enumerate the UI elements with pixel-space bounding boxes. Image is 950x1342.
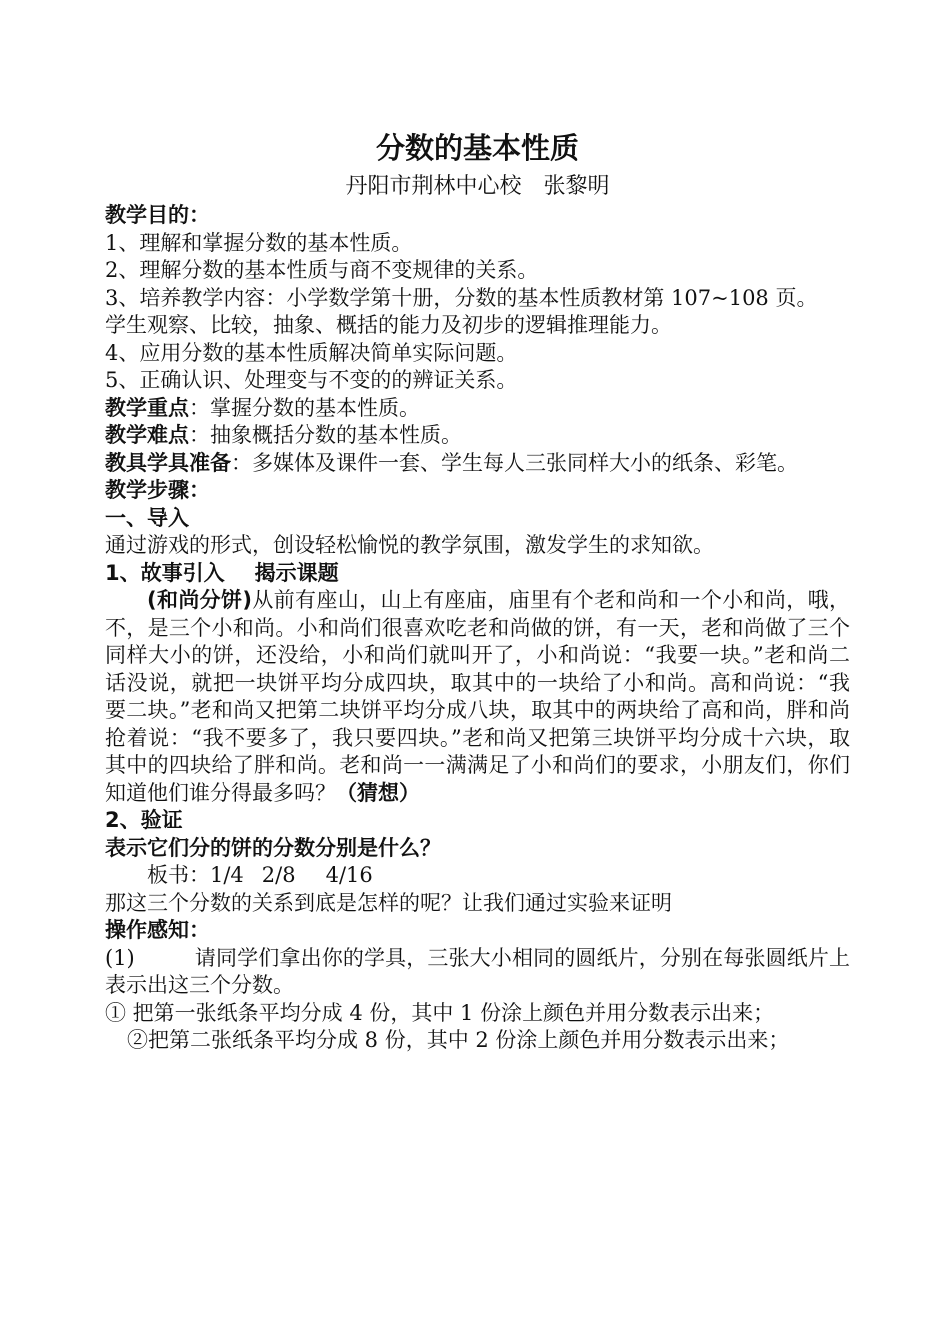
key-point <box>105 395 850 423</box>
operation-1-text: 请同学们拿出你的学具，三张大小相同的圆纸片，分别在每张圆纸片上表示出这三个分数。 <box>105 945 850 997</box>
board-fraction-3: 4/16 <box>325 863 373 887</box>
story-paragraph <box>105 587 850 807</box>
difficulty <box>105 422 850 450</box>
key-point-text: ：掌握分数的基本性质。 <box>189 395 420 420</box>
goal-3-continued: 学生观察、比较，抽象、概括的能力及初步的逻辑推理能力。 <box>105 313 672 337</box>
verify-heading: 2、验证 <box>105 808 183 832</box>
board-line <box>105 862 850 890</box>
story-label: (和尚分饼) <box>147 588 252 612</box>
materials-text: ：多媒体及课件一套、学生每人三张同样大小的纸条、彩笔。 <box>231 450 798 475</box>
goal-2: 2、理解分数的基本性质与商不变规律的关系。 <box>105 258 539 282</box>
operation-1 <box>105 945 850 1000</box>
goal-3: 3、培养教学内容：小学数学第十册，分数的基本性质教材第 107~108 页。 <box>105 285 818 310</box>
story-text: 从前有座山，山上有座庙，庙里有个老和尚和一个小和尚，哦，不，是三个小和尚。小和尚们很喜欢吃老和尚做的饼，有一天，老和尚做了三个同样大小的饼，还没给，小和尚们就叫开了，小和尚说：“我要一块。”老和尚二话没说，就把一块饼平均分成四块，取其中的一块给了小和尚。高和尚说：“我要二块。”老和尚又把第二块饼平均分成八块，取其中的两块给了高和尚，胖和尚抢着说：“我不要多了，我只要四块。”老和尚又把第三块饼平均分成十六块，取其中的四块给了胖和尚。老和尚一一满满足了小和尚们的要求，小朋友们，你们知道他们谁分得最多吗？ <box>105 588 850 805</box>
section-1-text: 通过游戏的形式，创设轻松愉悦的教学氛围，激发学生的求知欲。 <box>105 533 714 557</box>
materials <box>105 450 850 478</box>
document-title: 分数的基本性质 <box>375 131 579 165</box>
verify-text: 那这三个分数的关系到底是怎样的呢？让我们通过实验来证明 <box>105 890 672 915</box>
operation-a: ① 把第一张纸条平均分成 4 份，其中 1 份涂上颜色并用分数表示出来； <box>105 1000 775 1025</box>
materials-label: 教具学具准备 <box>105 450 231 475</box>
story-heading-b: 揭示课题 <box>254 560 339 585</box>
operation-1-number: (1) <box>105 945 135 970</box>
operate-heading: 操作感知： <box>105 918 210 942</box>
board-fraction-1: 1/4 <box>210 863 244 887</box>
difficulty-label: 教学难点 <box>105 423 189 447</box>
goals-heading: 教学目的： <box>105 203 210 227</box>
author-line: 丹阳市荆林中心校 张黎明 <box>345 174 610 199</box>
document-body <box>105 128 850 1055</box>
story-heading <box>105 560 850 588</box>
goal-4: 4、应用分数的基本性质解决简单实际问题。 <box>105 340 518 365</box>
difficulty-text: ：抽象概括分数的基本性质。 <box>189 423 462 447</box>
goal-1: 1、理解和掌握分数的基本性质。 <box>105 230 413 255</box>
key-point-label: 教学重点 <box>105 395 189 420</box>
section-1-heading: 一、导入 <box>105 505 189 530</box>
story-heading-a: 1、故事引入 <box>105 560 225 585</box>
steps-heading: 教学步骤： <box>105 478 210 502</box>
goal-5: 5、正确认识、处理变与不变的的辨证关系。 <box>105 368 518 392</box>
board-fraction-2: 2/8 <box>261 863 296 887</box>
story-guess: （猜想） <box>336 780 420 805</box>
operation-b: ②把第二张纸条平均分成 8 份，其中 2 份涂上颜色并用分数表示出来； <box>127 1028 790 1052</box>
board-label: 板书： <box>147 863 210 887</box>
verify-question: 表示它们分的饼的分数分别是什么？ <box>105 835 441 860</box>
